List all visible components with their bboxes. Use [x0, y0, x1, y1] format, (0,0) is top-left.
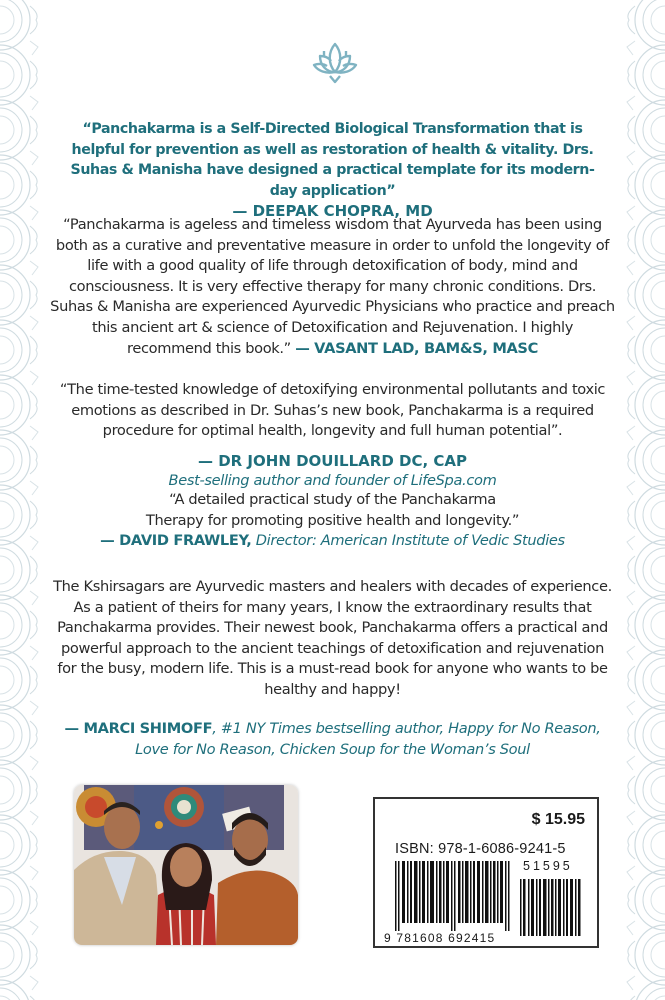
addon-code: 51595	[523, 859, 573, 873]
authors-photo	[74, 785, 298, 945]
ean-code: 9 781608 692415	[384, 931, 496, 945]
endorsement-author: — MARCI SHIMOFF	[64, 720, 213, 737]
lotus-icon	[310, 38, 360, 88]
endorsement-author: — DAVID FRAWLEY,	[100, 532, 252, 550]
endorsement-quote: “Panchakarma is a Self-Directed Biological Transformation that is helpful for prevention as well as restoration of health & vitality. Drs. Suhas & Manisha have designed a practical template for its modern-day application”	[70, 121, 595, 199]
endorsement-quote: “The time-tested knowledge of detoxifying environmental pollutants and toxic emotions as described in Dr. Suhas’s new book, Panchakarma is a required procedure for optimal health, longevity and full human potential”.	[59, 381, 606, 440]
endorsement-author: — VASANT LAD, BAM&S, MASC	[295, 339, 538, 357]
endorsement-credential: Director: American Institute of Vedic Studies	[255, 532, 565, 550]
endorsement-shimoff	[50, 577, 615, 701]
barcode-addon-icon	[520, 879, 581, 936]
isbn: ISBN: 978-1-6086-9241-5	[395, 841, 566, 857]
endorsement-quote: “A detailed practical study of the Panchakarma Therapy for promoting positive health and longevity.”	[145, 491, 520, 529]
endorsement-credential: Best-selling author and founder of LifeSpa.com	[168, 472, 497, 490]
endorsement-lad	[50, 215, 615, 359]
endorsement-author: — DR JOHN DOUILLARD DC, CAP	[197, 451, 467, 470]
endorsement-quote: “Panchakarma is ageless and timeless wisdom that Ayurveda has been using both as a curative and preventative measure in order to unfold the longevity of life with a good quality of life through detoxification of body, mind and consciousness. It is very effective therapy for many chronic conditions. Drs. Suhas & Manisha are experienced Ayurvedic Physicians who practice and preach this ancient art & science of Detoxification and Rejuvenation. I highly recommend this book.”	[50, 216, 615, 357]
endorsement-credential: , #1 NY Times bestselling author, Happy for No Reason, Love for No Reason, Chicken Soup for the Woman’s Soul	[135, 720, 601, 758]
mandala-border-right	[625, 0, 665, 1000]
endorsement-quote: The Kshirsagars are Ayurvedic masters and healers with decades of experience. As a patient of theirs for many years, I know the extraordinary results that Panchakarma provides. Their newest book, Panchakarma offers a practical and powerful approach to the ancient teachings of detoxification and rejuvenation for the busy, modern life. This is a must-read book for anyone who wants to be healthy and happy!	[53, 578, 612, 698]
endorsement-frawley	[50, 490, 615, 552]
price: $ 15.95	[531, 811, 585, 828]
endorsement-chopra	[50, 119, 615, 222]
barcode-box	[373, 797, 599, 948]
endorsement-shimoff-attribution	[50, 719, 615, 760]
barcode-ean-icon	[395, 861, 513, 931]
mandala-border-left	[0, 0, 40, 1000]
endorsement-douillard	[50, 380, 615, 492]
endorsement-author: — DEEPAK CHOPRA, MD	[232, 202, 433, 221]
